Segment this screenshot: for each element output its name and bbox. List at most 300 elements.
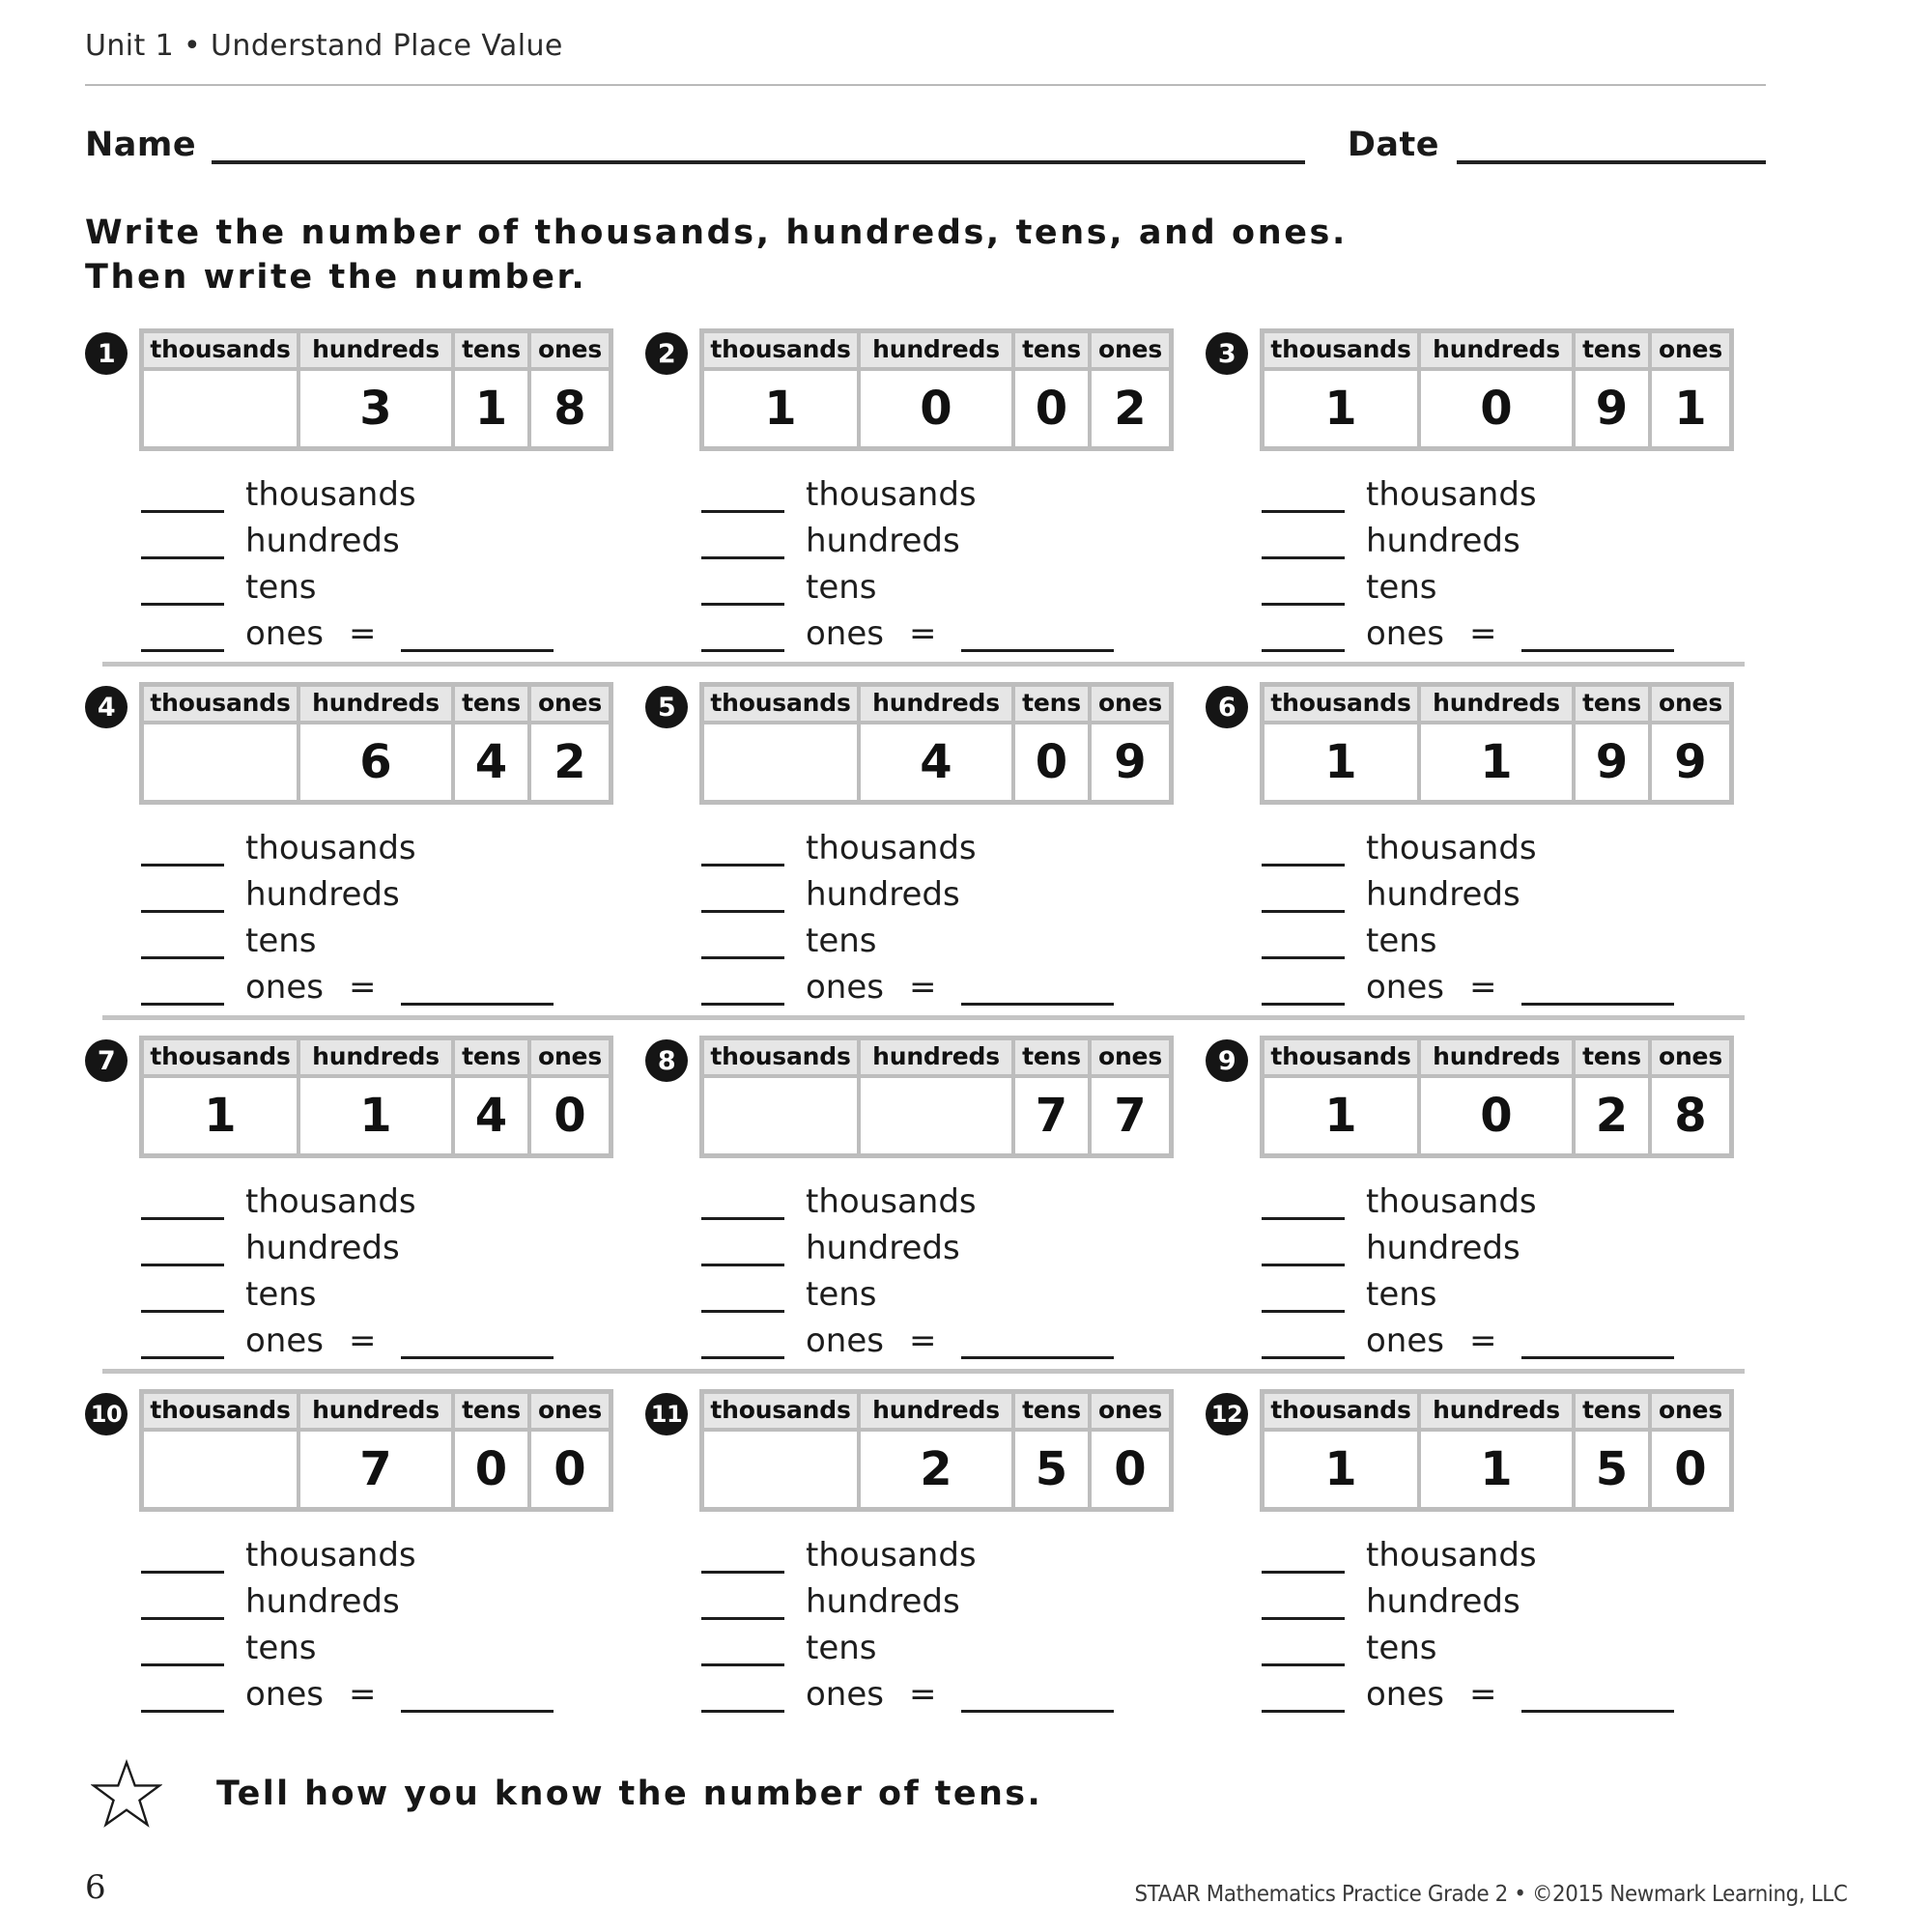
answer-lines-2 — [701, 467, 1206, 652]
problem-row-3 — [85, 1036, 1766, 1359]
answer-blank-thousands[interactable] — [701, 1191, 784, 1220]
answer-label-hundreds: hundreds — [806, 1229, 960, 1268]
digit-cell-hundreds: 1 — [1421, 721, 1576, 800]
answer-blank-thousands[interactable] — [141, 484, 224, 513]
digit-cell-ones: 8 — [531, 367, 609, 446]
answer-blank-total[interactable] — [1521, 1684, 1674, 1713]
answer-blank-hundreds[interactable] — [141, 1591, 224, 1620]
answer-label-ones: ones — [1366, 614, 1444, 654]
digit-cell-ones: 0 — [1652, 1428, 1729, 1507]
problem-header-8 — [645, 1036, 1206, 1158]
digit-cell-ones: 0 — [531, 1428, 609, 1507]
answer-row-hundreds — [141, 867, 645, 913]
column-header-ones: ones — [531, 333, 609, 367]
answer-row-thousands — [141, 1174, 645, 1220]
digit-cell-tens: 0 — [1015, 721, 1092, 800]
place-value-header-row — [144, 687, 609, 721]
column-header-hundreds: hundreds — [861, 333, 1015, 367]
digit-cell-tens: 7 — [1015, 1074, 1092, 1153]
answer-label-tens: tens — [245, 1629, 317, 1668]
digit-cell-hundreds: 0 — [1421, 367, 1576, 446]
problem-row-4 — [85, 1389, 1766, 1713]
answer-blank-total[interactable] — [1521, 623, 1674, 652]
answer-blank-ones[interactable] — [1262, 1330, 1345, 1359]
row-divider-2 — [102, 1015, 1745, 1020]
problem-number-badge: 8 — [645, 1039, 688, 1082]
answer-lines-8 — [701, 1174, 1206, 1359]
answer-blank-ones[interactable] — [141, 1330, 224, 1359]
answer-blank-ones[interactable] — [141, 1684, 224, 1713]
equals-sign: = — [908, 1321, 937, 1361]
digit-cell-hundreds — [861, 1074, 1015, 1153]
problem-row-1 — [85, 328, 1766, 652]
date-label: Date — [1347, 126, 1439, 164]
place-value-table-6 — [1260, 682, 1734, 805]
problem-4 — [85, 682, 645, 1006]
answer-blank-tens[interactable] — [1262, 930, 1345, 959]
answer-row-ones — [701, 1313, 1206, 1359]
answer-label-ones: ones — [1366, 1675, 1444, 1715]
digit-cell-ones: 7 — [1092, 1074, 1169, 1153]
answer-blank-hundreds[interactable] — [141, 530, 224, 559]
answer-blank-total[interactable] — [961, 977, 1114, 1006]
answer-label-hundreds: hundreds — [245, 1229, 400, 1268]
answer-label-thousands: thousands — [1366, 829, 1537, 868]
page-number: 6 — [85, 1868, 106, 1907]
answer-blank-hundreds[interactable] — [701, 530, 784, 559]
digit-cell-ones: 9 — [1652, 721, 1729, 800]
problem-number-badge: 6 — [1206, 686, 1248, 728]
answer-row-ones — [141, 606, 645, 652]
digit-cell-tens: 0 — [455, 1428, 531, 1507]
answer-blank-thousands[interactable] — [1262, 484, 1345, 513]
answer-label-hundreds: hundreds — [806, 875, 960, 915]
instructions-line-2: Then write the number. — [85, 258, 587, 298]
answer-blank-hundreds[interactable] — [1262, 884, 1345, 913]
problem-3 — [1206, 328, 1766, 652]
column-header-ones: ones — [531, 1394, 609, 1428]
problem-number-badge: 3 — [1206, 332, 1248, 375]
digit-cell-hundreds: 0 — [861, 367, 1015, 446]
equals-sign: = — [908, 614, 937, 654]
problem-grid — [85, 328, 1766, 1713]
instructions — [85, 211, 1847, 299]
answer-row-thousands — [701, 820, 1206, 867]
answer-blank-tens[interactable] — [701, 1284, 784, 1313]
star-prompt — [91, 1759, 1847, 1829]
place-value-digit-row — [1264, 367, 1729, 446]
answer-blank-tens[interactable] — [141, 577, 224, 606]
answer-row-hundreds — [1262, 513, 1766, 559]
digit-cell-tens: 9 — [1576, 721, 1652, 800]
answer-blank-hundreds[interactable] — [1262, 530, 1345, 559]
answer-lines-3 — [1262, 467, 1766, 652]
answer-blank-tens[interactable] — [141, 1284, 224, 1313]
answer-label-ones: ones — [806, 1321, 884, 1361]
column-header-thousands: thousands — [704, 333, 861, 367]
column-header-ones: ones — [1092, 333, 1169, 367]
answer-lines-7 — [141, 1174, 645, 1359]
column-header-tens: tens — [455, 333, 531, 367]
column-header-hundreds: hundreds — [1421, 687, 1576, 721]
place-value-header-row — [144, 333, 609, 367]
answer-blank-thousands[interactable] — [141, 1191, 224, 1220]
answer-blank-hundreds[interactable] — [1262, 1591, 1345, 1620]
answer-row-thousands — [701, 1174, 1206, 1220]
column-header-thousands: thousands — [144, 687, 300, 721]
digit-cell-tens: 1 — [455, 367, 531, 446]
answer-blank-total[interactable] — [961, 623, 1114, 652]
digit-cell-tens: 9 — [1576, 367, 1652, 446]
column-header-tens: tens — [455, 687, 531, 721]
problem-header-1 — [85, 328, 645, 451]
problem-row-2 — [85, 682, 1766, 1006]
answer-blank-total[interactable] — [401, 977, 554, 1006]
column-header-thousands: thousands — [144, 1394, 300, 1428]
place-value-header-row — [704, 1394, 1169, 1428]
answer-blank-tens[interactable] — [701, 1637, 784, 1666]
place-value-header-row — [704, 1040, 1169, 1074]
answer-row-tens — [141, 559, 645, 606]
answer-label-hundreds: hundreds — [806, 522, 960, 561]
answer-blank-ones[interactable] — [141, 623, 224, 652]
star-outline-icon — [91, 1759, 162, 1829]
place-value-header-row — [1264, 1394, 1729, 1428]
answer-blank-thousands[interactable] — [141, 838, 224, 867]
place-value-header-row — [704, 333, 1169, 367]
answer-blank-ones[interactable] — [1262, 623, 1345, 652]
column-header-hundreds: hundreds — [1421, 1040, 1576, 1074]
answer-row-tens — [701, 913, 1206, 959]
answer-label-hundreds: hundreds — [245, 522, 400, 561]
answer-blank-ones[interactable] — [1262, 1684, 1345, 1713]
column-header-thousands: thousands — [1264, 687, 1421, 721]
answer-blank-ones[interactable] — [701, 1330, 784, 1359]
answer-row-ones — [1262, 959, 1766, 1006]
answer-blank-thousands[interactable] — [701, 838, 784, 867]
answer-row-hundreds — [701, 867, 1206, 913]
answer-row-ones — [1262, 1666, 1766, 1713]
column-header-hundreds: hundreds — [300, 1394, 455, 1428]
digit-cell-thousands: 1 — [1264, 1428, 1421, 1507]
answer-blank-total[interactable] — [1521, 977, 1674, 1006]
digit-cell-ones: 8 — [1652, 1074, 1729, 1153]
answer-row-ones — [1262, 1313, 1766, 1359]
digit-cell-thousands — [704, 721, 861, 800]
problem-header-11 — [645, 1389, 1206, 1512]
digit-cell-tens: 0 — [1015, 367, 1092, 446]
header-divider — [85, 84, 1766, 86]
instructions-line-1: Write the number of thousands, hundreds, tens, and ones. — [85, 213, 1348, 252]
column-header-hundreds: hundreds — [300, 333, 455, 367]
answer-blank-thousands[interactable] — [701, 1545, 784, 1574]
answer-blank-tens[interactable] — [701, 930, 784, 959]
digit-cell-thousands: 1 — [704, 367, 861, 446]
problem-number-badge: 9 — [1206, 1039, 1248, 1082]
digit-cell-hundreds: 4 — [861, 721, 1015, 800]
answer-blank-tens[interactable] — [1262, 1284, 1345, 1313]
problem-10 — [85, 1389, 645, 1713]
answer-blank-tens[interactable] — [141, 930, 224, 959]
digit-cell-hundreds: 2 — [861, 1428, 1015, 1507]
row-divider-1 — [102, 662, 1745, 667]
place-value-digit-row — [1264, 721, 1729, 800]
problem-5 — [645, 682, 1206, 1006]
column-header-thousands: thousands — [704, 1040, 861, 1074]
digit-cell-thousands — [704, 1428, 861, 1507]
date-input-line[interactable] — [1457, 160, 1766, 164]
answer-row-ones — [701, 1666, 1206, 1713]
place-value-digit-row — [704, 367, 1169, 446]
problem-1 — [85, 328, 645, 652]
digit-cell-thousands: 1 — [144, 1074, 300, 1153]
problem-number-badge: 4 — [85, 686, 128, 728]
answer-label-thousands: thousands — [806, 829, 977, 868]
answer-blank-hundreds[interactable] — [701, 1237, 784, 1266]
answer-label-tens: tens — [245, 568, 317, 608]
equals-sign: = — [908, 968, 937, 1008]
answer-blank-tens[interactable] — [141, 1637, 224, 1666]
answer-row-tens — [141, 1266, 645, 1313]
answer-label-hundreds: hundreds — [1366, 875, 1520, 915]
answer-label-tens: tens — [806, 922, 877, 961]
answer-blank-hundreds[interactable] — [141, 1237, 224, 1266]
answer-blank-ones[interactable] — [141, 977, 224, 1006]
column-header-tens: tens — [1576, 1394, 1652, 1428]
column-header-ones: ones — [531, 1040, 609, 1074]
answer-label-ones: ones — [245, 614, 324, 654]
equals-sign: = — [348, 1321, 377, 1361]
place-value-digit-row — [144, 367, 609, 446]
answer-row-ones — [701, 606, 1206, 652]
problem-header-4 — [85, 682, 645, 805]
digit-cell-tens: 5 — [1015, 1428, 1092, 1507]
place-value-table-3 — [1260, 328, 1734, 451]
column-header-ones: ones — [1652, 1040, 1729, 1074]
column-header-hundreds: hundreds — [300, 1040, 455, 1074]
answer-row-thousands — [1262, 820, 1766, 867]
column-header-tens: tens — [1015, 1040, 1092, 1074]
place-value-header-row — [144, 1040, 609, 1074]
answer-label-tens: tens — [806, 1275, 877, 1315]
answer-row-thousands — [1262, 467, 1766, 513]
answer-row-hundreds — [141, 513, 645, 559]
answer-blank-thousands[interactable] — [141, 1545, 224, 1574]
digit-cell-thousands — [144, 721, 300, 800]
problem-8 — [645, 1036, 1206, 1359]
answer-row-hundreds — [1262, 1220, 1766, 1266]
answer-label-tens: tens — [245, 1275, 317, 1315]
answer-blank-ones[interactable] — [701, 623, 784, 652]
answer-lines-10 — [141, 1527, 645, 1713]
answer-row-thousands — [141, 820, 645, 867]
answer-blank-tens[interactable] — [1262, 577, 1345, 606]
name-date-row — [85, 128, 1766, 164]
answer-blank-thousands[interactable] — [1262, 1545, 1345, 1574]
answer-blank-total[interactable] — [401, 1684, 554, 1713]
problem-number-badge: 7 — [85, 1039, 128, 1082]
place-value-table-11 — [699, 1389, 1174, 1512]
place-value-table-7 — [139, 1036, 613, 1158]
problem-header-2 — [645, 328, 1206, 451]
answer-row-hundreds — [141, 1220, 645, 1266]
answer-label-ones: ones — [806, 614, 884, 654]
place-value-digit-row — [1264, 1428, 1729, 1507]
answer-blank-hundreds[interactable] — [701, 1591, 784, 1620]
column-header-ones: ones — [1652, 333, 1729, 367]
page-footer — [85, 1868, 1847, 1907]
digit-cell-hundreds: 6 — [300, 721, 455, 800]
digit-cell-thousands — [704, 1074, 861, 1153]
place-value-table-1 — [139, 328, 613, 451]
answer-blank-thousands[interactable] — [701, 484, 784, 513]
answer-row-tens — [1262, 1266, 1766, 1313]
answer-label-ones: ones — [1366, 968, 1444, 1008]
answer-blank-hundreds[interactable] — [1262, 1237, 1345, 1266]
column-header-hundreds: hundreds — [861, 1040, 1015, 1074]
answer-lines-5 — [701, 820, 1206, 1006]
digit-cell-tens: 4 — [455, 721, 531, 800]
digit-cell-thousands: 1 — [1264, 1074, 1421, 1153]
answer-row-thousands — [1262, 1174, 1766, 1220]
answer-label-hundreds: hundreds — [1366, 1582, 1520, 1622]
column-header-ones: ones — [1652, 1394, 1729, 1428]
answer-row-hundreds — [701, 513, 1206, 559]
column-header-tens: tens — [1576, 1040, 1652, 1074]
place-value-digit-row — [704, 1074, 1169, 1153]
column-header-tens: tens — [1015, 333, 1092, 367]
column-header-thousands: thousands — [1264, 1040, 1421, 1074]
answer-row-thousands — [1262, 1527, 1766, 1574]
footer-credit: STAAR Mathematics Practice Grade 2 • ©2015 Newmark Learning, LLC — [1134, 1882, 1847, 1907]
column-header-hundreds: hundreds — [861, 687, 1015, 721]
column-header-tens: tens — [455, 1394, 531, 1428]
problem-header-9 — [1206, 1036, 1766, 1158]
answer-blank-total[interactable] — [961, 1684, 1114, 1713]
answer-blank-tens[interactable] — [701, 577, 784, 606]
digit-cell-thousands: 1 — [1264, 367, 1421, 446]
answer-label-thousands: thousands — [245, 475, 416, 515]
answer-label-ones: ones — [245, 1675, 324, 1715]
column-header-ones: ones — [1092, 1040, 1169, 1074]
problem-number-badge: 1 — [85, 332, 128, 375]
answer-lines-6 — [1262, 820, 1766, 1006]
column-header-tens: tens — [455, 1040, 531, 1074]
answer-blank-total[interactable] — [961, 1330, 1114, 1359]
problem-number-badge: 5 — [645, 686, 688, 728]
digit-cell-hundreds: 0 — [1421, 1074, 1576, 1153]
answer-label-hundreds: hundreds — [1366, 522, 1520, 561]
name-label: Name — [85, 126, 197, 164]
answer-blank-thousands[interactable] — [1262, 838, 1345, 867]
problem-header-5 — [645, 682, 1206, 805]
answer-lines-9 — [1262, 1174, 1766, 1359]
answer-label-hundreds: hundreds — [1366, 1229, 1520, 1268]
place-value-digit-row — [144, 1428, 609, 1507]
equals-sign: = — [1468, 968, 1497, 1008]
answer-row-ones — [141, 1313, 645, 1359]
answer-label-thousands: thousands — [1366, 1536, 1537, 1576]
answer-row-hundreds — [141, 1574, 645, 1620]
answer-blank-total[interactable] — [401, 623, 554, 652]
problem-header-6 — [1206, 682, 1766, 805]
answer-label-tens: tens — [806, 568, 877, 608]
column-header-hundreds: hundreds — [300, 687, 455, 721]
answer-blank-total[interactable] — [401, 1330, 554, 1359]
answer-blank-ones[interactable] — [701, 977, 784, 1006]
answer-row-tens — [701, 1620, 1206, 1666]
answer-row-hundreds — [1262, 1574, 1766, 1620]
place-value-digit-row — [144, 1074, 609, 1153]
problem-11 — [645, 1389, 1206, 1713]
equals-sign: = — [348, 1675, 377, 1715]
answer-label-tens: tens — [245, 922, 317, 961]
answer-label-thousands: thousands — [245, 829, 416, 868]
column-header-thousands: thousands — [704, 1394, 861, 1428]
place-value-table-4 — [139, 682, 613, 805]
answer-lines-1 — [141, 467, 645, 652]
column-header-thousands: thousands — [1264, 1394, 1421, 1428]
column-header-ones: ones — [1092, 1394, 1169, 1428]
answer-row-hundreds — [1262, 867, 1766, 913]
answer-label-ones: ones — [245, 1321, 324, 1361]
name-input-line[interactable] — [212, 160, 1305, 164]
answer-row-ones — [1262, 606, 1766, 652]
place-value-table-2 — [699, 328, 1174, 451]
place-value-table-10 — [139, 1389, 613, 1512]
answer-label-thousands: thousands — [806, 475, 977, 515]
problem-number-badge: 12 — [1206, 1393, 1248, 1435]
problem-2 — [645, 328, 1206, 652]
column-header-hundreds: hundreds — [861, 1394, 1015, 1428]
place-value-header-row — [144, 1394, 609, 1428]
answer-label-thousands: thousands — [1366, 475, 1537, 515]
place-value-table-9 — [1260, 1036, 1734, 1158]
place-value-header-row — [1264, 333, 1729, 367]
problem-header-7 — [85, 1036, 645, 1158]
answer-blank-tens[interactable] — [1262, 1637, 1345, 1666]
problem-9 — [1206, 1036, 1766, 1359]
digit-cell-hundreds: 1 — [300, 1074, 455, 1153]
digit-cell-hundreds: 1 — [1421, 1428, 1576, 1507]
answer-label-tens: tens — [1366, 1275, 1437, 1315]
answer-blank-thousands[interactable] — [1262, 1191, 1345, 1220]
column-header-ones: ones — [1652, 687, 1729, 721]
answer-blank-hundreds[interactable] — [141, 884, 224, 913]
answer-row-tens — [1262, 559, 1766, 606]
equals-sign: = — [348, 968, 377, 1008]
column-header-hundreds: hundreds — [1421, 1394, 1576, 1428]
column-header-tens: tens — [1015, 1394, 1092, 1428]
answer-label-thousands: thousands — [806, 1182, 977, 1222]
equals-sign: = — [1468, 614, 1497, 654]
answer-label-thousands: thousands — [1366, 1182, 1537, 1222]
column-header-tens: tens — [1576, 687, 1652, 721]
column-header-thousands: thousands — [144, 1040, 300, 1074]
answer-row-thousands — [701, 467, 1206, 513]
place-value-header-row — [704, 687, 1169, 721]
digit-cell-thousands — [144, 1428, 300, 1507]
answer-row-ones — [141, 959, 645, 1006]
answer-blank-ones[interactable] — [1262, 977, 1345, 1006]
answer-blank-ones[interactable] — [701, 1684, 784, 1713]
answer-row-hundreds — [701, 1574, 1206, 1620]
digit-cell-thousands: 1 — [1264, 721, 1421, 800]
answer-blank-hundreds[interactable] — [701, 884, 784, 913]
place-value-table-8 — [699, 1036, 1174, 1158]
column-header-tens: tens — [1576, 333, 1652, 367]
answer-blank-total[interactable] — [1521, 1330, 1674, 1359]
